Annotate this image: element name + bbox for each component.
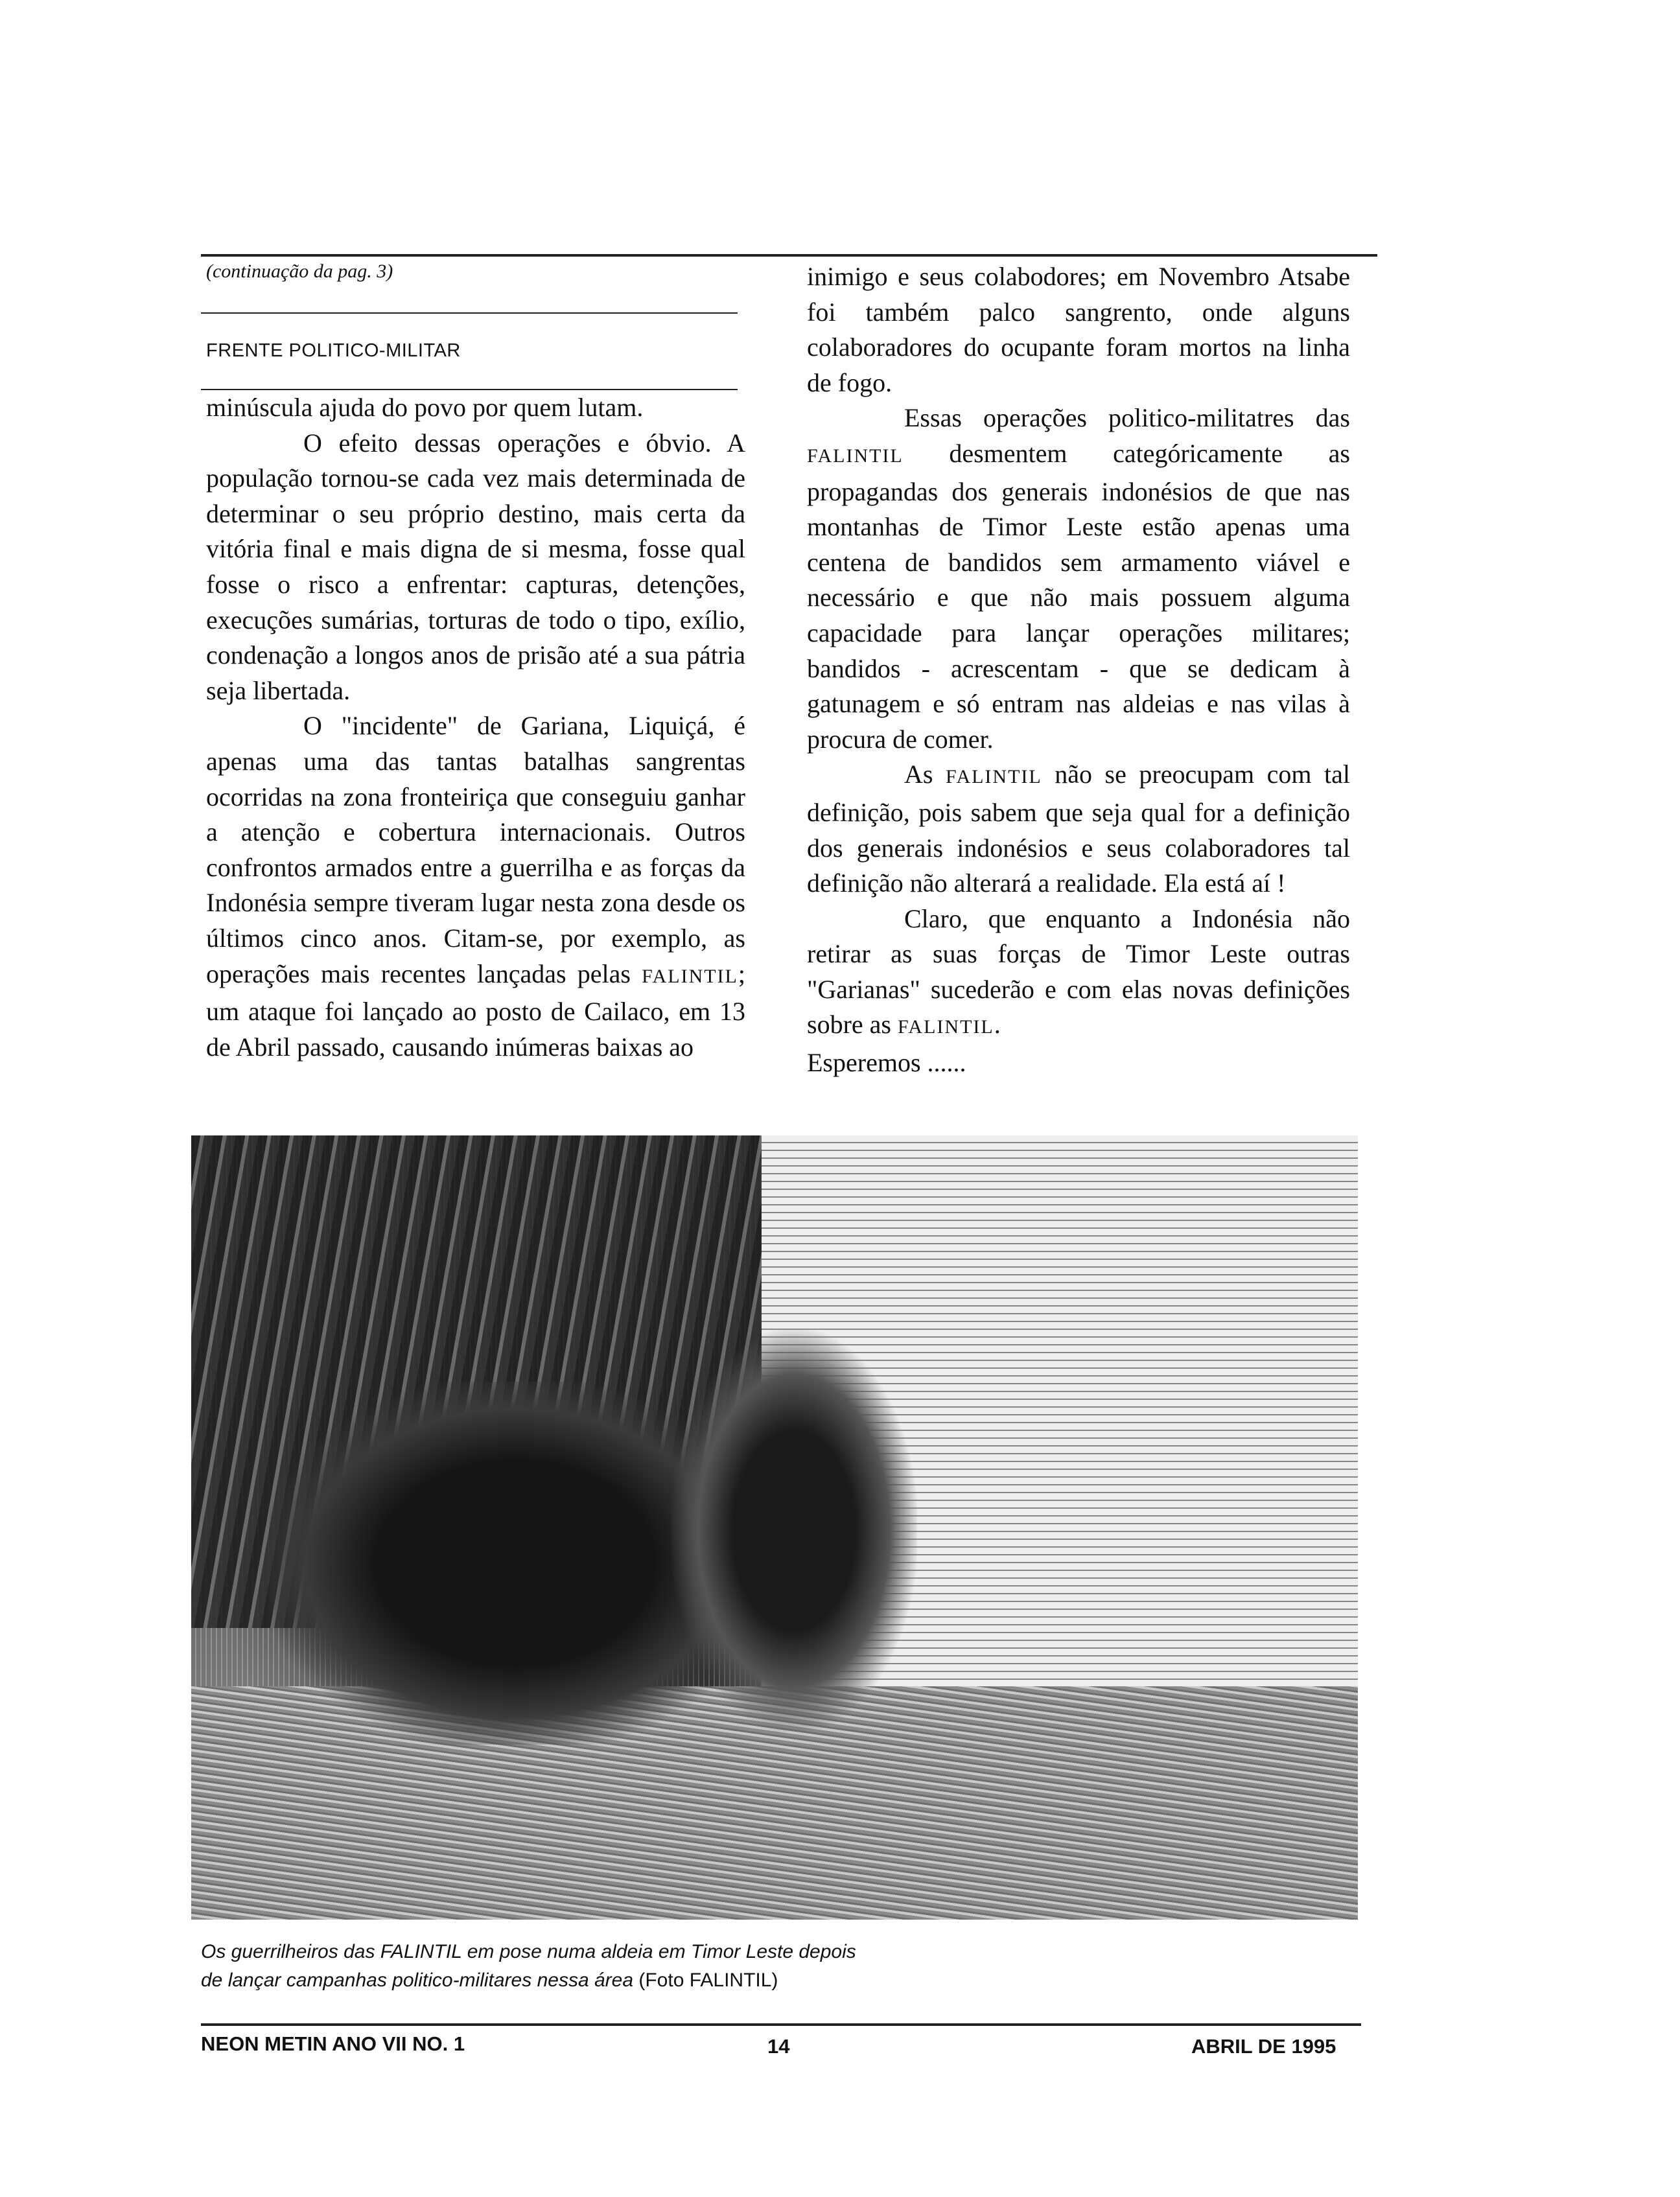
footer-rule <box>201 2023 1361 2026</box>
falintil-label: FALINTIL <box>642 965 738 987</box>
footer-publication: NEON METIN ANO VII NO. 1 <box>201 2032 465 2055</box>
falintil-label: FALINTIL <box>807 445 904 467</box>
caption-line-2 <box>201 1966 1173 1995</box>
falintil-label: FALINTIL <box>897 1016 994 1038</box>
guerrilla-photo <box>191 1135 1358 1920</box>
header-rule-1 <box>201 312 738 314</box>
page-number: 14 <box>767 2035 790 2058</box>
section-title: FRENTE POLITICO-MILITAR <box>206 340 461 361</box>
right-paragraph-3-b: não se preocupam com tal definição, pois sabem que seja qual for a definição dos generais indonésios e seus colaboradores tal definição não alterará a realidade. Ela está aí ! <box>807 760 1350 898</box>
right-paragraph-2-b: desmentem categóricamente as propagandas dos generais indonésios de que nas montanhas de Timor Leste estão apenas uma centena de bandidos sem armamento viável e necessário e que não mais possuem alguma capacidade para lançar operações militares; bandidos - acrescentam - que se dedicam à gatunagem e só entram nas aldeias e nas vilas à procura de comer. <box>807 438 1351 754</box>
left-paragraph-2: O efeito dessas operações e óbvio. A população tornou-se cada vez mais determinada de determinar o seu próprio destino, mais certa da vitória final e mais digna de si mesma, fosse qual fosse o risco a enfrentar: capturas, detenções, execuções sumárias, torturas de todo o tipo, exílio, condenação a longos anos de prisão até a sua pátria seja libertada. <box>206 428 745 705</box>
continuation-note: (continuação da pag. 3) <box>206 261 393 282</box>
right-paragraph-2 <box>807 401 1350 757</box>
right-paragraph-5: Esperemos ...... <box>807 1048 966 1078</box>
right-paragraph-2-a: Essas operações politico-militatres das <box>904 403 1350 433</box>
photo-guerrilla-leaders <box>671 1330 917 1732</box>
right-column <box>807 259 1350 1081</box>
caption-line-2-text: de lançar campanhas politico-militares nessa área <box>201 1970 634 1991</box>
footer-date: ABRIL DE 1995 <box>1191 2035 1336 2058</box>
left-paragraph-1: minúscula ajuda do povo por quem lutam. <box>206 393 644 422</box>
left-paragraph-3-b: ; um ataque foi lançado ao posto de Cailaco, em 13 de Abril passado, causando inúmeras baixas ao <box>206 959 745 1062</box>
left-column <box>206 390 745 1065</box>
falintil-label: FALINTIL <box>945 766 1042 788</box>
left-paragraph-3 <box>206 708 745 1065</box>
right-paragraph-4-a: Claro, que enquanto a Indonésia não retirar as suas forças de Timor Leste outras "Garianas" sucederão e com elas novas definições sobre as <box>807 903 1350 1040</box>
photo-caption <box>201 1938 1173 1995</box>
right-paragraph-3-a: As <box>904 760 933 789</box>
right-paragraph-1: inimigo e seus colabodores; em Novembro Atsabe foi também palco sangrento, onde alguns colaboradores do ocupante foram mortos na linha de fogo. <box>807 262 1350 397</box>
right-paragraph-3 <box>807 757 1350 901</box>
right-paragraph-4-b: . <box>994 1010 1001 1040</box>
caption-line-1: Os guerrilheiros das FALINTIL em pose numa aldeia em Timor Leste depois <box>201 1941 856 1962</box>
top-rule <box>201 254 1377 257</box>
photo-credit: (Foto FALINTIL) <box>638 1970 778 1991</box>
right-paragraph-4 <box>807 901 1350 1045</box>
left-paragraph-3-a: O "incidente" de Gariana, Liquiçá, é apenas uma das tantas batalhas sangrentas ocorridas na zona fronteiriça que conseguiu ganhar a atenção e cobertura internacionais. Outros confrontos armados entre a guerrilha e as forças da Indonésia sempre tiveram lugar nesta zona desde os últimos cinco anos. Citam-se, por exemplo, as operações mais recentes lançadas pelas <box>206 711 745 988</box>
